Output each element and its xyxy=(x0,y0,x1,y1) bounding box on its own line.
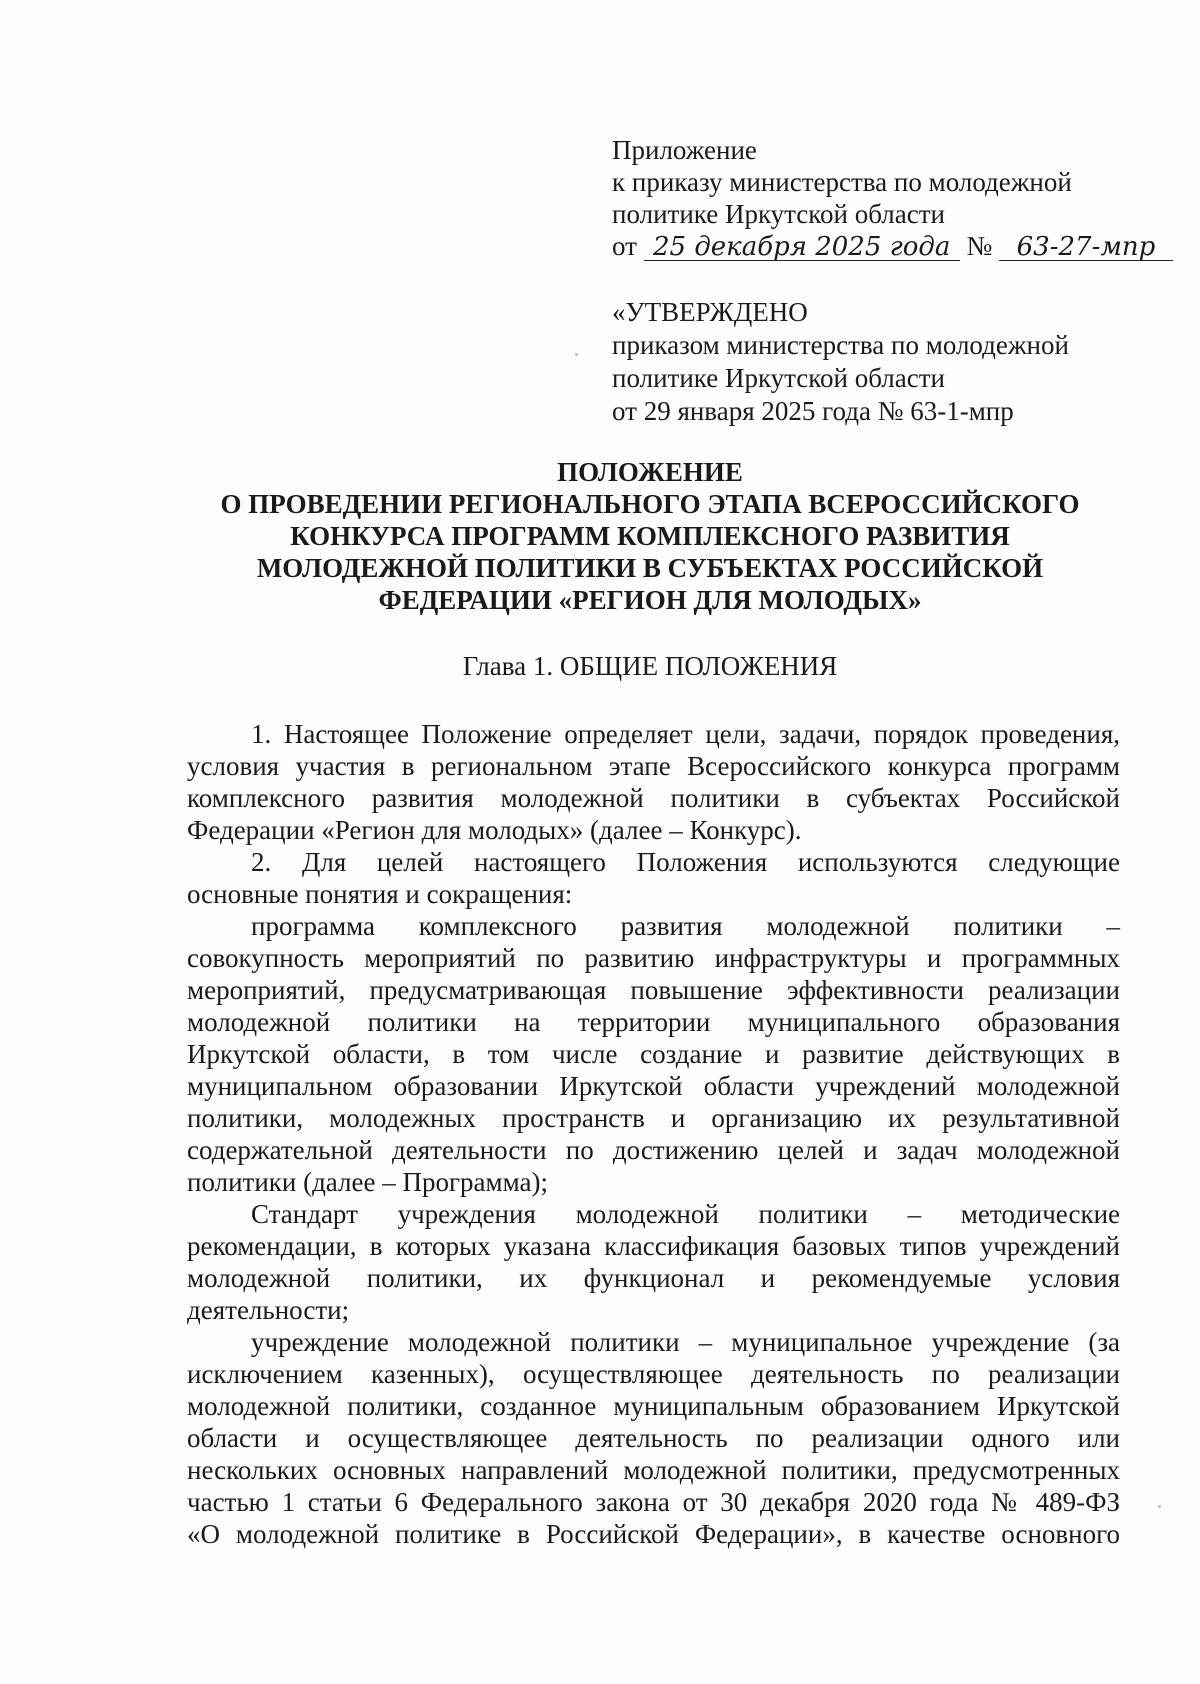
body-line: политики, молодежных пространств и организацию их результативной xyxy=(187,1103,1120,1133)
body-line: условия участия в региональном этапе Всероссийского конкурса программ xyxy=(187,751,1120,781)
handwritten-number: 63-27-мпр xyxy=(999,234,1173,261)
body-line: Стандарт учреждения молодежной политики – методические xyxy=(251,1199,1120,1229)
handwritten-date: 25 декабря 2025 года xyxy=(644,234,960,261)
number-label: № xyxy=(966,231,993,261)
body-line: молодежной политики на территории муниципального образования xyxy=(187,1007,1120,1037)
from-label: от xyxy=(612,231,637,261)
body-line: комплексного развития молодежной политики в субъектах Российской xyxy=(187,783,1120,813)
approved-line-2: приказом министерства по молодежной xyxy=(612,330,1069,360)
body-line: рекомендации, в которых указана классификация базовых типов учреждений xyxy=(187,1231,1120,1261)
body-line: муниципальном образовании Иркутской области учреждений молодежной xyxy=(187,1071,1120,1101)
body-line: молодежной политики, созданное муниципальным образованием Иркутской xyxy=(187,1391,1120,1421)
title-line-1: ПОЛОЖЕНИЕ xyxy=(557,457,743,487)
body-line: мероприятий, предусматривающая повышение эффективности реализации xyxy=(187,975,1120,1005)
body-line: совокупность мероприятий по развитию инфраструктуры и программных xyxy=(187,943,1120,973)
appendix-title: Приложение xyxy=(612,135,757,165)
approved-line-4: от 29 января 2025 года № 63-1-мпр xyxy=(612,396,1014,426)
body-line: исключением казенных), осуществляющее деятельность по реализации xyxy=(187,1359,1120,1389)
body-line: содержательной деятельности по достижению целей и задач молодежной xyxy=(187,1135,1120,1165)
appendix-date-line xyxy=(612,230,1172,262)
approved-line-3: политике Иркутской области xyxy=(612,363,945,393)
body-line: политики (далее – Программа); xyxy=(187,1167,548,1197)
scan-speck xyxy=(575,353,578,356)
title-line-4: МОЛОДЕЖНОЙ ПОЛИТИКИ В СУБЪЕКТАХ РОССИЙСКОЙ xyxy=(256,553,1044,583)
body-line: частью 1 статьи 6 Федерального закона от 30 декабря 2020 года № 489-ФЗ xyxy=(187,1487,1120,1517)
title-line-5: ФЕДЕРАЦИИ «РЕГИОН ДЛЯ МОЛОДЫХ» xyxy=(378,585,922,615)
title-line-3: КОНКУРСА ПРОГРАММ КОМПЛЕКСНОГО РАЗВИТИЯ xyxy=(290,521,1010,551)
body-line: Федерации «Регион для молодых» (далее – Конкурс). xyxy=(187,815,802,845)
scan-speck xyxy=(1158,1505,1161,1508)
body-line: нескольких основных направлений молодежной политики, предусмотренных xyxy=(187,1455,1120,1485)
appendix-block xyxy=(612,134,1172,262)
body-line: 1. Настоящее Положение определяет цели, задачи, порядок проведения, xyxy=(251,719,1120,749)
body-line: молодежной политики, их функционал и рекомендуемые условия xyxy=(187,1263,1120,1293)
body-line: Иркутской области, в том числе создание и развитие действующих в xyxy=(187,1039,1120,1069)
approved-heading: «УТВЕРЖДЕНО xyxy=(612,297,808,327)
body-line: области и осуществляющее деятельность по реализации одного или xyxy=(187,1423,1120,1453)
body-line: деятельности; xyxy=(187,1295,350,1325)
chapter-heading: Глава 1. ОБЩИЕ ПОЛОЖЕНИЯ xyxy=(462,651,838,681)
body-line: основные понятия и сокращения: xyxy=(187,879,573,909)
body-line: программа комплексного развития молодежной политики – xyxy=(251,911,1120,941)
document-body xyxy=(187,718,1120,1550)
body-line: «О молодежной политике в Российской Федерации», в качестве основного xyxy=(187,1519,1120,1549)
body-line: учреждение молодежной политики – муниципальное учреждение (за xyxy=(251,1327,1120,1357)
document-title xyxy=(170,456,1130,616)
appendix-line-3: политике Иркутской области xyxy=(612,199,945,229)
appendix-line-2: к приказу министерства по молодежной xyxy=(612,167,1072,197)
approved-block xyxy=(612,296,1172,428)
title-line-2: О ПРОВЕДЕНИИ РЕГИОНАЛЬНОГО ЭТАПА ВСЕРОССИЙСКОГО xyxy=(220,489,1080,519)
body-line: 2. Для целей настоящего Положения используются следующие xyxy=(251,847,1120,877)
